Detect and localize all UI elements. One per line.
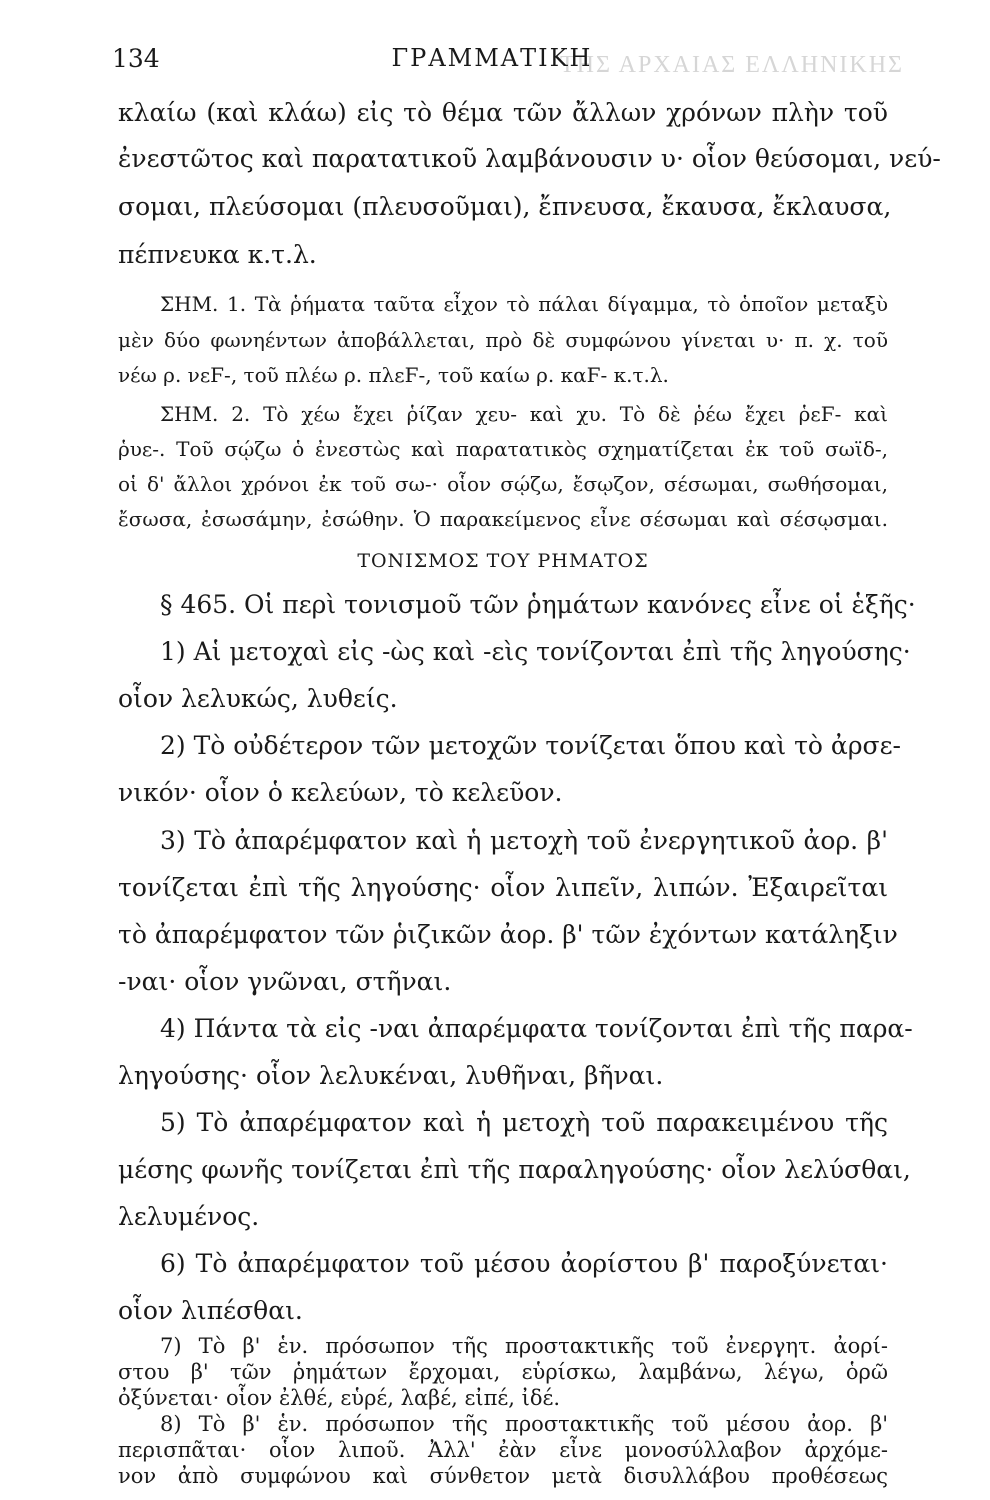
text-line: 1) Αἱ μετοχαὶ εἰς -ὼς καὶ -εὶς τονίζονται ἐπὶ τῆς ληγούσης· <box>160 637 911 666</box>
text-line: τονίζεται ἐπὶ τῆς ληγούσης· οἷον λιπεῖν, λιπών. Ἐξαιρεῖται <box>118 873 888 902</box>
page-number: 134 <box>112 44 160 73</box>
text-line: κλαίω (καὶ κλάω) εἰς τὸ θέμα τῶν ἄλλων χρόνων πλὴν τοῦ <box>118 98 888 127</box>
note-line: νέω ρ. νεϜ-, τοῦ πλέω ρ. πλεϜ-, τοῦ καίω ρ. καϜ- κ.τ.λ. <box>118 363 669 387</box>
text-line: 3) Τὸ ἀπαρέμφατον καὶ ἡ μετοχὴ τοῦ ἐνεργητικοῦ ἀορ. β' <box>160 826 888 855</box>
text-line: 2) Τὸ οὐδέτερον τῶν μετοχῶν τονίζεται ὅπου καὶ τὸ ἀρσε- <box>160 731 901 760</box>
text-line: -ναι· οἷον γνῶναι, στῆναι. <box>118 967 452 996</box>
text-line: νον ἀπὸ συμφώνου καὶ σύνθετον μετὰ δισυλλάβου προθέσεως <box>118 1464 888 1488</box>
note-line: οἱ δ' ἄλλοι χρόνοι ἐκ τοῦ σω-· οἷον σῴζω, ἔσῳζον, σέσωμαι, σωθήσομαι, <box>118 472 888 496</box>
note-line: ῥυε-. Τοῦ σῴζω ὁ ἐνεστὼς καὶ παρατατικὸς σχηματίζεται ἐκ τοῦ σωϊδ-, <box>118 437 888 461</box>
text-line: οἷον λελυκώς, λυθείς. <box>118 684 398 713</box>
text-line: περισπᾶται· οἷον λιποῦ. Ἀλλ' ἐὰν εἶνε μονοσύλλαβον ἀρχόμε- <box>118 1438 888 1462</box>
text-line: 7) Τὸ β' ἑν. πρόσωπον τῆς προστακτικῆς τοῦ ἐνεργητ. ἀορί- <box>160 1334 888 1358</box>
text-line: 5) Τὸ ἀπαρέμφατον καὶ ἡ μετοχὴ τοῦ παρακειμένου τῆς <box>160 1108 888 1137</box>
text-line: στου β' τῶν ῥημάτων ἔρχομαι, εὑρίσκω, λαμβάνω, λέγω, ὁρῶ <box>118 1360 888 1384</box>
text-line: λελυμένος. <box>118 1202 260 1231</box>
text-line: 8) Τὸ β' ἑν. πρόσωπον τῆς προστακτικῆς τοῦ μέσου ἀορ. β' <box>160 1412 888 1436</box>
note-line: ἔσωσα, ἐσωσάμην, ἐσώθην. Ὁ παρακείμενος εἶνε σέσωμαι καὶ σέσῳσμαι. <box>118 507 888 531</box>
text-line: νικόν· οἷον ὁ κελεύων, τὸ κελεῦον. <box>118 778 563 807</box>
text-line: 6) Τὸ ἀπαρέμφατον τοῦ μέσου ἀορίστου β' παροξύνεται· <box>160 1249 888 1278</box>
text-line: § 465. Οἱ περὶ τονισμοῦ τῶν ῥημάτων κανόνες εἶνε οἱ ἑξῆς· <box>160 590 916 619</box>
bleed-through-text: ΤΗΣ ΑΡΧΑΙΑΣ ΕΛΛΗΝΙΚΗΣ <box>560 52 905 78</box>
text-line: μέσης φωνῆς τονίζεται ἐπὶ τῆς παραληγούσης· οἷον λελύσθαι, <box>118 1155 911 1184</box>
text-line: τὸ ἀπαρέμφατον τῶν ῥιζικῶν ἀορ. β' τῶν ἐχόντων κατάληξιν <box>118 920 898 949</box>
text-line: οἷον λιπέσθαι. <box>118 1296 303 1325</box>
text-line: ἐνεστῶτος καὶ παρατατικοῦ λαμβάνουσιν υ· οἷον θεύσομαι, νεύ- <box>118 144 941 173</box>
note-line: ΣΗΜ. 2. Τὸ χέω ἔχει ῥίζαν χευ- καὶ χυ. Τὸ δὲ ῥέω ἔχει ῥεϜ- καὶ <box>160 402 888 426</box>
running-head: ΓΡΑΜΜΑΤΙΚΗ <box>391 44 593 72</box>
text-line: σομαι, πλεύσομαι (πλευσοῦμαι), ἔπνευσα, ἔκαυσα, ἔκλαυσα, <box>118 192 892 221</box>
text-line: πέπνευκα κ.τ.λ. <box>118 240 317 269</box>
page-header <box>112 44 872 78</box>
note-line: μὲν δύο φωνηέντων ἀποβάλλεται, πρὸ δὲ συμφώνου γίνεται υ· π. χ. τοῦ <box>118 328 888 352</box>
text-line: ὀξύνεται· οἷον ἐλθέ, εὑρέ, λαβέ, εἰπέ, ἰδέ. <box>118 1386 561 1410</box>
text-line: ληγούσης· οἷον λελυκέναι, λυθῆναι, βῆναι. <box>118 1061 664 1090</box>
section-heading: ΤΟΝΙΣΜΟΣ ΤΟΥ ΡΗΜΑΤΟΣ <box>357 550 649 572</box>
note-line: ΣΗΜ. 1. Τὰ ῥήματα ταῦτα εἶχον τὸ πάλαι δίγαμμα, τὸ ὁποῖον μεταξὺ <box>160 292 888 316</box>
text-line: 4) Πάντα τὰ εἰς -ναι ἀπαρέμφατα τονίζονται ἐπὶ τῆς παρα- <box>160 1014 913 1043</box>
